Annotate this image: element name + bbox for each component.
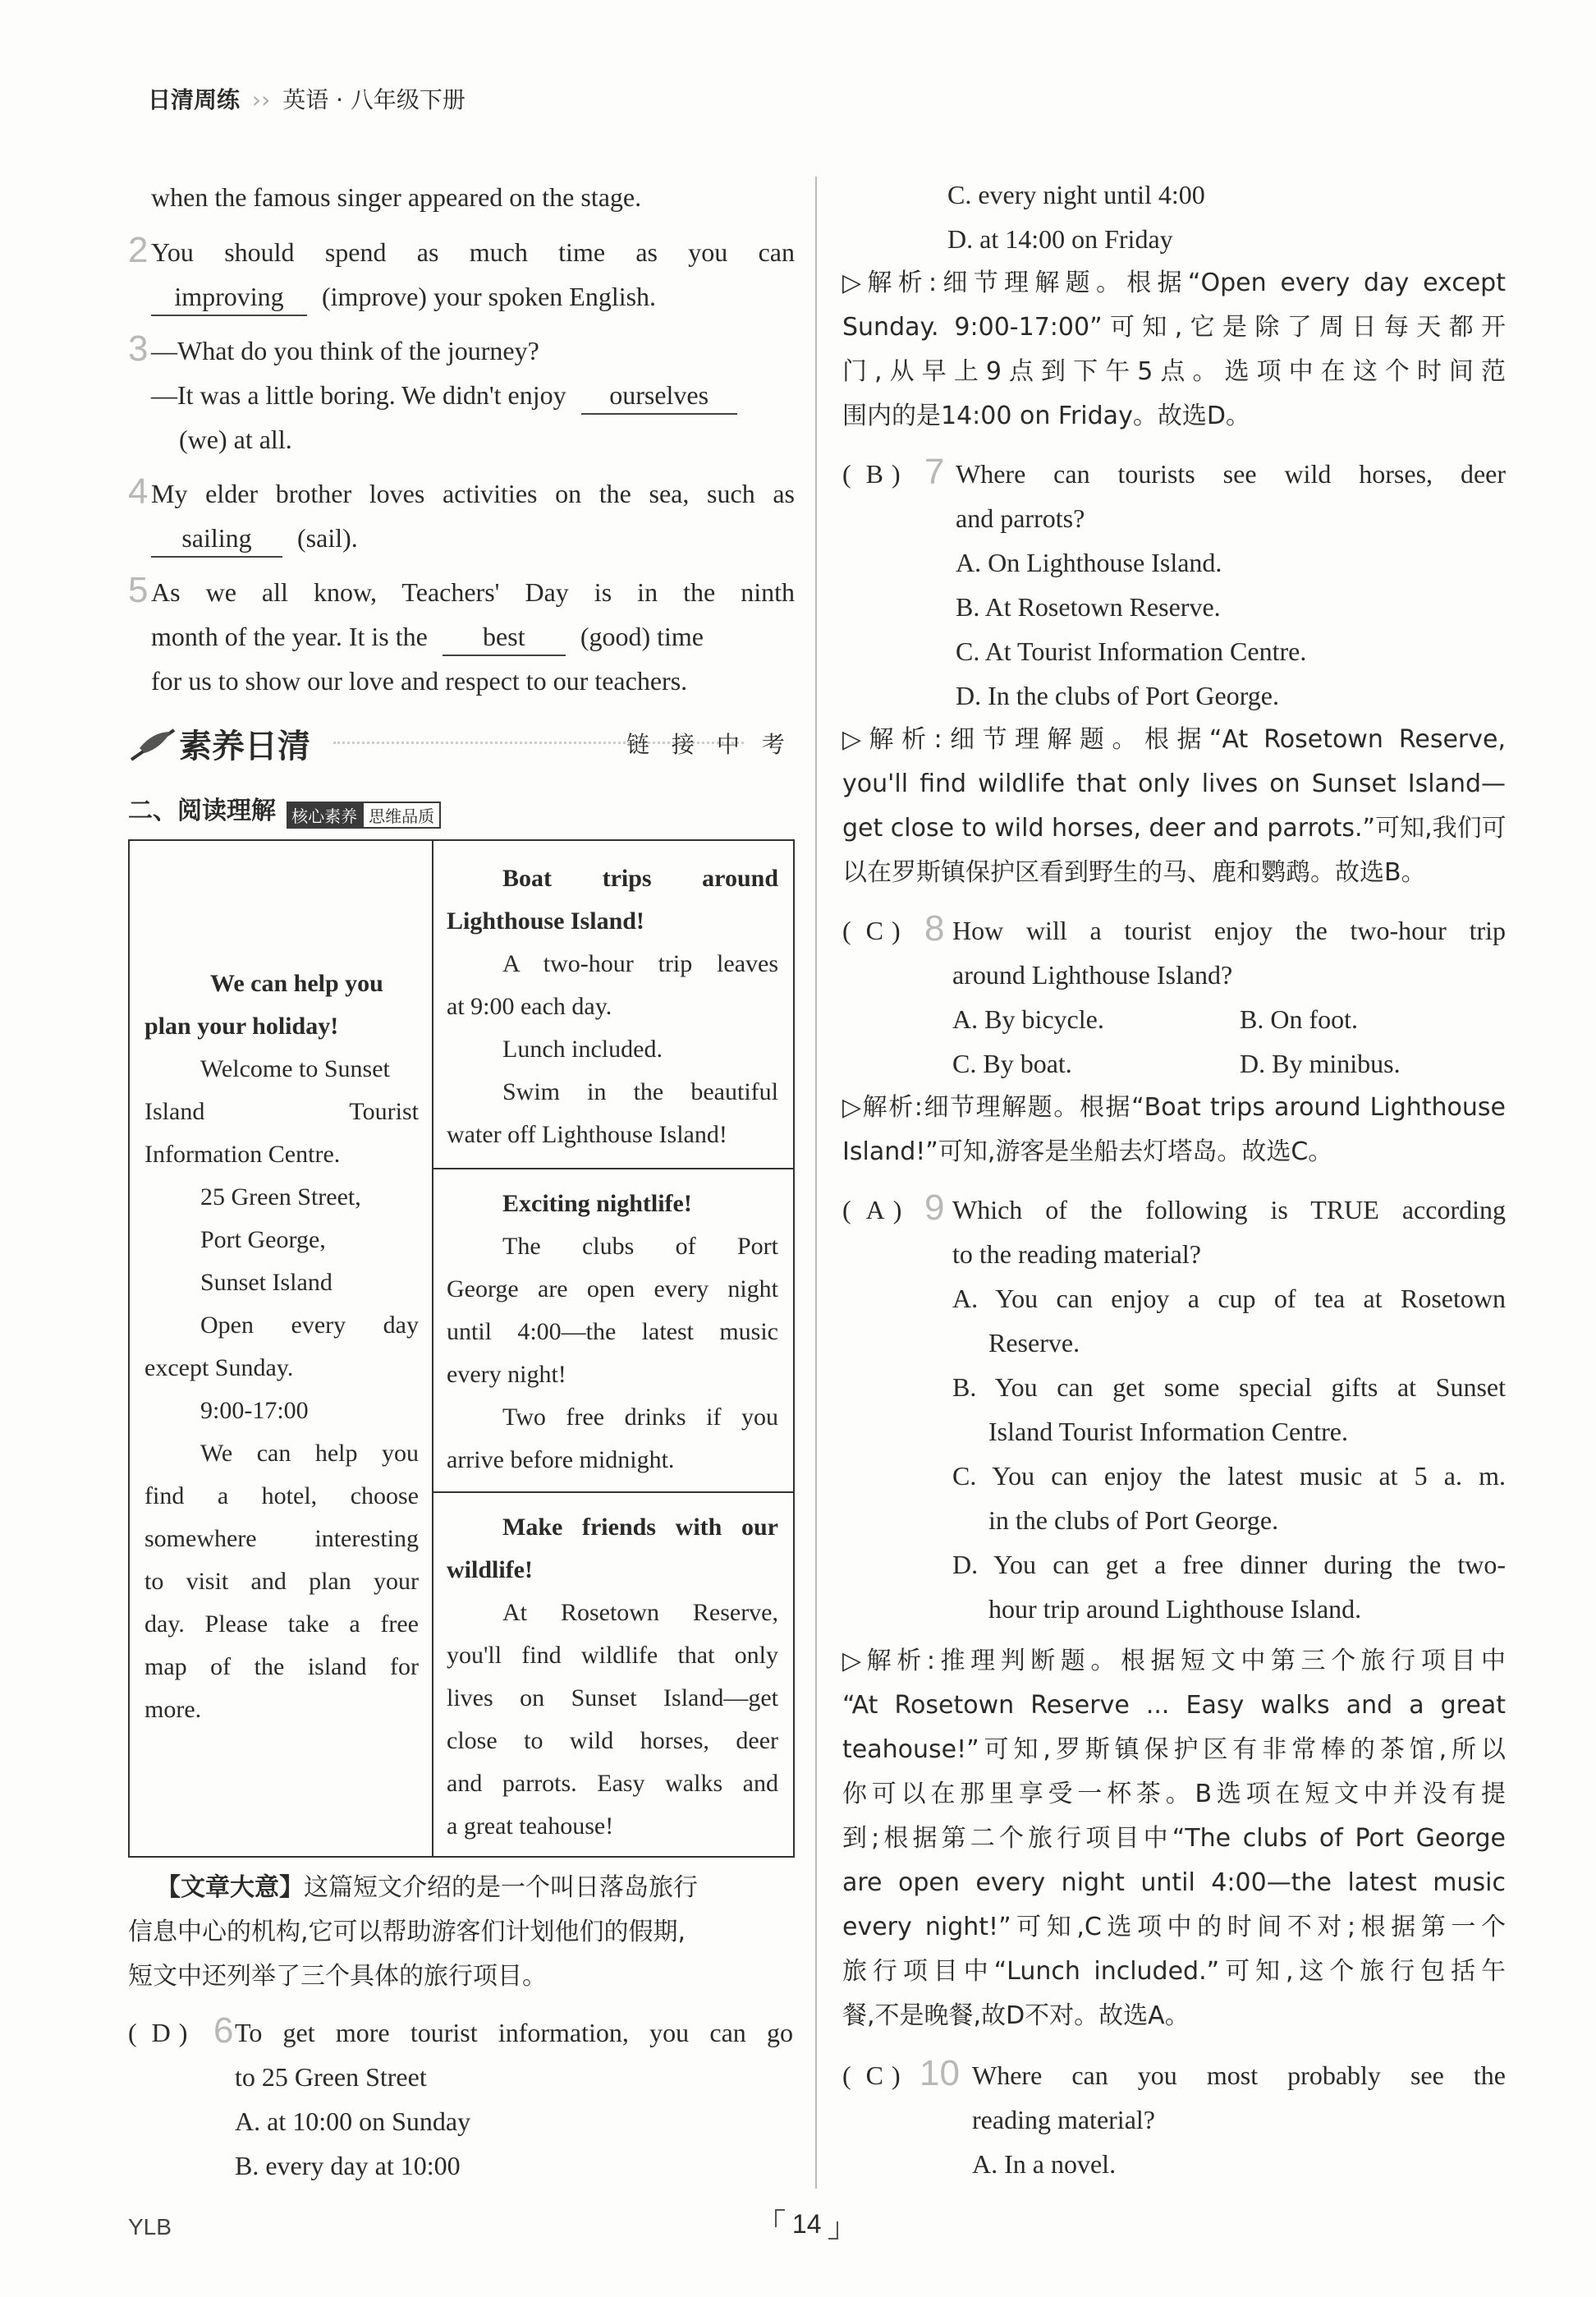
q7-optC: C. At Tourist Information Centre. — [956, 636, 1307, 666]
q2-number: 2 — [128, 230, 149, 270]
exp7-line: get close to wild horses, deer and parrots.”可知,我们可 — [842, 814, 1507, 843]
ad-left-line: Information Centre. — [144, 1141, 341, 1168]
boat-line: water off Lighthouse Island! — [447, 1121, 727, 1148]
q8-stem1: How will a tourist enjoy the two-hour trip — [952, 916, 1506, 945]
ad-left-line: except Sunday. — [144, 1354, 294, 1381]
ad-hdivider-2 — [433, 1491, 793, 1493]
night-line: Two free drinks if you — [502, 1403, 778, 1431]
q9-stem2: to the reading material? — [952, 1239, 1201, 1269]
q2-answer: improving — [151, 278, 307, 316]
q5-line1: As we all know, Teachers' Day is in the ninth — [151, 577, 795, 607]
exp9-line: 旅行项目中“Lunch included.”可知,这个旅行包括午 — [842, 1957, 1506, 1986]
wild-line: At Rosetown Reserve, — [502, 1599, 778, 1626]
q10-stem2: reading material? — [972, 2105, 1155, 2134]
q6-optB: B. every day at 10:00 — [235, 2151, 461, 2180]
q8-optD: D. By minibus. — [1240, 1049, 1401, 1078]
exp9-line: ▷解析:推理判断题。根据短文中第三个旅行项目中 — [842, 1647, 1506, 1675]
q10-number: 10 — [920, 2053, 960, 2093]
wild-line: a great teahouse! — [447, 1812, 614, 1840]
exp6-line: 门,从早上9点到下午5点。选项中在这个时间范 — [842, 357, 1506, 386]
q7-optA: A. On Lighthouse Island. — [956, 548, 1222, 577]
subject-name: 英语 · 八年级下册 — [282, 86, 466, 113]
ad-left-line: day. Please take a free — [144, 1610, 419, 1638]
series-name: 日清周练 — [148, 86, 241, 113]
wild-line: close to wild horses, deer — [447, 1727, 778, 1754]
ad-left-line: Port George, — [200, 1226, 326, 1253]
boat-title1: Boat trips around — [502, 865, 778, 892]
ad-left-line: find a hotel, choose — [144, 1482, 419, 1509]
exp6-line: Sunday. 9:00-17:00”可知,它是除了周日每天都开 — [842, 313, 1506, 342]
summary-line1 — [156, 1866, 698, 1910]
night-line: The clubs of Port — [502, 1233, 778, 1260]
wild-title2: wildlife! — [447, 1556, 533, 1583]
q5-line2 — [151, 614, 704, 659]
reading-material — [128, 839, 795, 1858]
ad-left-line: 9:00-17:00 — [200, 1397, 309, 1424]
q5-line3: for us to show our love and respect to our teachers. — [151, 666, 688, 696]
boat-title2: Lighthouse Island! — [447, 907, 644, 935]
exp6-line: 围内的是14:00 on Friday。故选D。 — [842, 402, 1250, 430]
ad-hdivider-1 — [433, 1168, 793, 1169]
summary-label: 【文章大意】 — [156, 1873, 304, 1902]
page-number-box — [775, 2209, 838, 2240]
q4-number: 4 — [128, 471, 149, 512]
leaf-icon — [128, 724, 177, 765]
q4-rest: (sail). — [297, 523, 358, 553]
ad-left-line: to visit and plan your — [144, 1568, 419, 1595]
reading-title: 二、阅读理解 — [128, 797, 276, 825]
q8-optB: B. On foot. — [1240, 1004, 1358, 1034]
section-heading — [128, 719, 793, 768]
q9-choice-letter: A — [865, 1195, 885, 1224]
q8-choice: ( C ) — [842, 916, 901, 945]
tag-3: 中 — [716, 731, 740, 758]
q7-optD: D. In the clubs of Port George. — [956, 681, 1279, 710]
q8-choice-letter: C — [865, 916, 883, 945]
boat-line: Swim in the beautiful — [502, 1078, 778, 1105]
q3-answer: ourselves — [581, 377, 737, 415]
exp9-line: every night!”可知,C选项中的时间不对;根据第一个 — [842, 1913, 1506, 1941]
q3-line2-text: —It was a little boring. We didn't enjoy — [151, 380, 566, 410]
ad-left-line: Sunset Island — [200, 1269, 332, 1296]
page-number: 14 — [791, 2209, 822, 2239]
q2-line1: You should spend as much time as you can — [151, 237, 795, 267]
night-line: arrive before midnight. — [447, 1446, 675, 1473]
exp9-line: teahouse!”可知,罗斯镇保护区有非常棒的茶馆,所以 — [842, 1735, 1506, 1764]
q5-line2b: (good) time — [580, 622, 704, 651]
q9-optC1: C. You can enjoy the latest music at 5 a. m. — [952, 1461, 1506, 1491]
ad-left-line: somewhere interesting — [144, 1525, 419, 1552]
exp7-line: 以在罗斯镇保护区看到野生的马、鹿和鹦鹉。故选B。 — [842, 858, 1426, 887]
q8-optC: C. By boat. — [952, 1049, 1072, 1078]
ad-left-line: map of the island for — [144, 1653, 419, 1680]
q6-optC: C. every night until 4:00 — [947, 180, 1205, 209]
q9-stem1: Which of the following is TRUE according — [952, 1195, 1506, 1224]
q6-choice: ( D ) — [128, 2018, 188, 2047]
ad-left-line: We can help you — [200, 1440, 419, 1467]
q9-optD1: D. You can get a free dinner during the two- — [952, 1550, 1506, 1579]
ad-vertical-divider — [432, 841, 433, 1856]
exp9-line: “At Rosetown Reserve ... Easy walks and a great — [842, 1691, 1506, 1720]
q8-number: 8 — [924, 908, 945, 949]
q5-line2a: month of the year. It is the — [151, 622, 428, 651]
ad-left-line: 25 Green Street, — [200, 1183, 361, 1211]
q9-optB1: B. You can get some special gifts at Sunset — [952, 1372, 1506, 1402]
exp9-line: 到;根据第二个旅行项目中“The clubs of Port George — [842, 1824, 1506, 1853]
q9-optD2: hour trip around Lighthouse Island. — [988, 1594, 1362, 1624]
q3-line2 — [151, 373, 737, 417]
page-bracket-left — [775, 2209, 785, 2227]
q10-stem1: Where can you most probably see the — [972, 2060, 1506, 2090]
column-divider — [815, 177, 817, 2189]
q9-optB2: Island Tourist Information Centre. — [988, 1417, 1348, 1446]
q6-number: 6 — [213, 2010, 234, 2051]
ad-left-title1: We can help you — [210, 970, 383, 997]
exp8-line: ▷解析:细节理解题。根据“Boat trips around Lighthouse — [842, 1093, 1506, 1122]
footer-code: YLB — [128, 2214, 172, 2240]
q1-tail: when the famous singer appeared on the stage. — [151, 182, 642, 212]
q9-number: 9 — [924, 1188, 945, 1228]
q6-optA: A. at 10:00 on Sunday — [235, 2106, 471, 2136]
q2-line2 — [151, 274, 656, 319]
q7-number: 7 — [924, 452, 945, 492]
q7-stem2: and parrots? — [956, 503, 1085, 533]
ad-left-title2: plan your holiday! — [144, 1013, 339, 1040]
section-title: 素养日清 — [179, 728, 310, 765]
boat-line: Lunch included. — [502, 1036, 663, 1063]
q5-answer: best — [443, 618, 566, 656]
q5-number: 5 — [128, 570, 149, 610]
q6-optD: D. at 14:00 on Friday — [947, 224, 1173, 254]
q7-choice: ( B ) — [842, 459, 901, 489]
q7-choice-letter: B — [865, 459, 883, 489]
q6-choice-letter: D — [151, 2018, 171, 2047]
boat-line: at 9:00 each day. — [447, 993, 612, 1020]
q8-optA: A. By bicycle. — [952, 1004, 1104, 1034]
tag-2: 接 — [671, 731, 695, 758]
boat-line: A two-hour trip leaves — [502, 950, 778, 977]
exp8-line: Island!”可知,游客是坐船去灯塔岛。故选C。 — [842, 1137, 1333, 1166]
badge-core: 核心素养 — [287, 802, 362, 829]
q10-optA: A. In a novel. — [972, 2149, 1117, 2179]
wild-line: and parrots. Easy walks and — [447, 1770, 778, 1797]
exp9-line: 餐,不是晚餐,故D不对。故选A。 — [842, 2001, 1190, 2030]
section-tags — [626, 727, 785, 760]
wild-line: lives on Sunset Island—get — [447, 1684, 778, 1711]
ad-left-line: Island Tourist — [144, 1098, 419, 1125]
q10-choice: ( C ) — [842, 2060, 901, 2090]
ad-left-line: Welcome to Sunset — [200, 1055, 390, 1082]
page-bracket-right — [828, 2221, 838, 2240]
summary-line3: 短文中还列举了三个具体的旅行项目。 — [128, 1962, 547, 1991]
summary-text1: 这篇短文介绍的是一个叫日落岛旅行 — [304, 1873, 698, 1902]
q8-stem2: around Lighthouse Island? — [952, 960, 1233, 990]
exp9-line: are open every night until 4:00—the latest music — [842, 1868, 1506, 1897]
q4-answer: sailing — [151, 520, 282, 558]
exp9-line: 你可以在那里享受一杯茶。B选项在短文中并没有提 — [842, 1780, 1506, 1808]
q10-choice-letter: C — [865, 2060, 883, 2090]
night-line: every night! — [447, 1361, 566, 1388]
q6-stem2: to 25 Green Street — [235, 2062, 427, 2092]
q9-optA1: A. You can enjoy a cup of tea at Rosetown — [952, 1284, 1506, 1313]
header-separator: ›› — [251, 86, 271, 113]
night-title: Exciting nightlife! — [502, 1190, 692, 1217]
q4-line1: My elder brother loves activities on the sea, such as — [151, 479, 795, 508]
q3-line3: (we) at all. — [179, 425, 292, 454]
tag-4: 考 — [761, 731, 785, 758]
wild-title1: Make friends with our — [502, 1514, 778, 1541]
ad-left-line: more. — [144, 1696, 202, 1723]
q3-number: 3 — [128, 328, 149, 369]
q9-optC2: in the clubs of Port George. — [988, 1505, 1279, 1535]
running-header — [148, 82, 466, 115]
q2-rest: (improve) your spoken English. — [322, 282, 657, 311]
summary-line2: 信息中心的机构,它可以帮助游客们计划他们的假期, — [128, 1918, 686, 1946]
badge-thinking: 思维品质 — [362, 802, 441, 829]
q9-optA2: Reserve. — [988, 1328, 1080, 1358]
q7-optB: B. At Rosetown Reserve. — [956, 592, 1221, 622]
wild-line: you'll find wildlife that only — [447, 1642, 778, 1669]
reading-title-row — [128, 790, 441, 829]
exp6-line: ▷解析:细节理解题。根据“Open every day except — [842, 269, 1506, 297]
night-line: until 4:00—the latest music — [447, 1318, 778, 1345]
q3-line1: —What do you think of the journey? — [151, 336, 539, 365]
ad-left-line: Open every day — [200, 1312, 419, 1339]
exp7-line: ▷解析:细节理解题。根据“At Rosetown Reserve, — [842, 725, 1506, 754]
tag-1: 链 — [626, 731, 650, 758]
q9-choice: ( A ) — [842, 1195, 902, 1224]
exp7-line: you'll find wildlife that only lives on Sunset Island— — [842, 769, 1506, 798]
night-line: George are open every night — [447, 1275, 778, 1302]
q6-stem1: To get more tourist information, you can go — [235, 2018, 793, 2047]
q7-stem1: Where can tourists see wild horses, deer — [956, 459, 1506, 489]
q4-line2 — [151, 516, 358, 560]
